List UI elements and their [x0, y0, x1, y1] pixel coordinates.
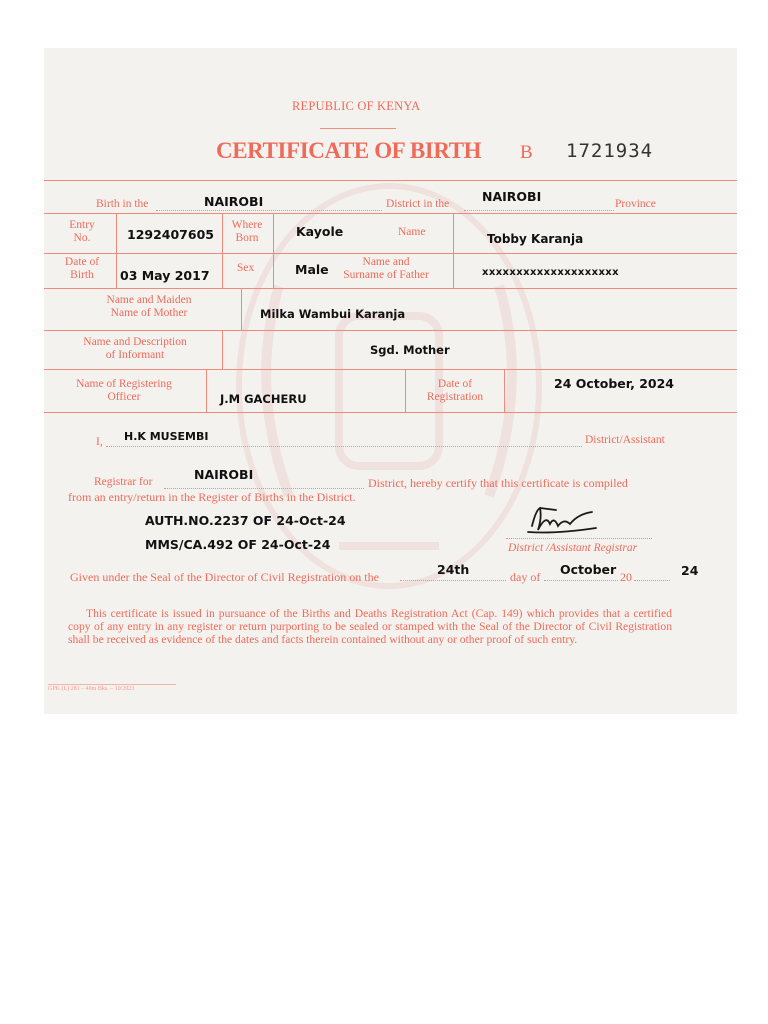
officer-label-line2: Officer — [107, 391, 141, 403]
i-label: I, — [96, 436, 103, 448]
birth-in-label: Birth in the — [96, 198, 149, 210]
sex-label: Sex — [237, 262, 255, 274]
entry-number-value: 1292407605 — [127, 227, 214, 242]
rule-row1 — [44, 213, 737, 214]
mother-label — [64, 294, 234, 320]
r2-v1 — [116, 214, 117, 288]
serial-letter: B — [520, 142, 533, 163]
r6-v3 — [504, 370, 505, 412]
table-top-rule — [44, 180, 737, 181]
given-month-value: October — [560, 562, 617, 577]
given-year-value: 24 — [681, 563, 699, 578]
reg-date-line1: Date of — [437, 378, 473, 390]
birth-in-value: NAIROBI — [204, 194, 264, 209]
sex-value: Male — [295, 262, 329, 277]
registrar-name-value: H.K MUSEMBI — [124, 430, 209, 443]
father-label-line2: Surname of Father — [343, 269, 429, 281]
r2-v2 — [222, 214, 223, 288]
signature-dots — [506, 538, 652, 539]
where-born-value: Kayole — [296, 224, 344, 239]
where-born-line2: Born — [235, 232, 259, 244]
legal-notice: This certificate is issued in pursuance of the Births and Deaths Registration Act (Cap. 149) which provides that a certified copy of any entry in any register or return purporting to be sealed or stamped with the Seal of the Director of Civil Registration shall be received as evidence of the dates and facts therein contained without any or other proof of such entry. — [68, 607, 672, 647]
mother-label-line1: Name and Maiden — [106, 294, 192, 306]
rule-row2 — [44, 253, 737, 254]
informant-label-line1: Name and Description — [83, 336, 187, 348]
entry-label-line2: No. — [73, 232, 91, 244]
dob-label — [54, 256, 110, 282]
child-name-label: Name — [398, 226, 426, 238]
district-assistant-label: District/Assistant — [585, 434, 665, 446]
serial-number: 1721934 — [566, 140, 654, 162]
given-day-value: 24th — [437, 562, 470, 577]
day-of-label: day of — [510, 570, 541, 584]
entry-label — [54, 219, 110, 245]
registrar-signature-icon — [526, 504, 598, 538]
child-name-value: Tobby Karanja — [487, 232, 584, 246]
r5-v1 — [222, 331, 223, 369]
from-entry-text: from an entry/return in the Register of Births in the District. — [68, 490, 356, 504]
father-label-line1: Name and — [362, 256, 410, 268]
reg-date-line2: Registration — [426, 391, 484, 403]
birth-in-dots — [156, 210, 382, 211]
informant-value: Sgd. Mother — [370, 343, 450, 357]
dob-label-line2: Birth — [70, 269, 94, 281]
informant-label-line2: of Informant — [105, 349, 165, 361]
registrar-for-value: NAIROBI — [194, 467, 254, 482]
r2-v3 — [273, 214, 274, 288]
birth-certificate — [44, 48, 737, 714]
mother-label-line2: Name of Mother — [110, 307, 188, 319]
registrar-for-dots — [164, 488, 364, 489]
signature-caption: District /Assistant Registrar — [508, 542, 638, 554]
province-label: Province — [615, 198, 656, 210]
rule-row3 — [44, 288, 737, 289]
certificate-title: CERTIFICATE OF BIRTH — [216, 138, 482, 163]
registrar-name-dots — [106, 446, 582, 447]
entry-label-line1: Entry — [69, 219, 95, 231]
district-value: NAIROBI — [482, 189, 542, 204]
rule-row4 — [44, 330, 737, 331]
year-prefix: 20 — [620, 570, 632, 584]
reg-date-value: 24 October, 2024 — [554, 376, 674, 391]
officer-label-line1: Name of Registering — [76, 378, 172, 390]
given-year-dots — [634, 580, 670, 581]
mother-name-value: Milka Wambui Karanja — [260, 307, 406, 321]
r6-v1 — [206, 370, 207, 412]
dob-value: 03 May 2017 — [120, 268, 210, 283]
given-text: Given under the Seal of the Director of Civil Registration on the — [70, 570, 379, 584]
r6-v2 — [405, 370, 406, 412]
given-month-dots — [544, 580, 618, 581]
rule-row6 — [44, 412, 737, 413]
registrar-for-label: Registrar for — [94, 476, 153, 488]
where-born-label — [224, 219, 270, 245]
district-dots — [464, 210, 614, 211]
father-label — [329, 256, 443, 282]
where-born-line1: Where — [231, 219, 263, 231]
reg-date-label — [408, 378, 502, 404]
rule-row5 — [44, 369, 737, 370]
given-day-dots — [400, 580, 506, 581]
header-underline — [320, 128, 396, 129]
r2-v4 — [453, 214, 454, 288]
officer-value: J.M GACHERU — [220, 392, 307, 406]
printer-code-rule — [48, 684, 176, 685]
r4-v1 — [241, 289, 242, 330]
dob-label-line1: Date of — [64, 256, 100, 268]
informant-label — [54, 336, 216, 362]
printer-code: GPK (L) 281 – 40m Bks. – 10/2023 — [48, 686, 135, 692]
republic-heading: REPUBLIC OF KENYA — [292, 99, 421, 113]
mms-number: MMS/CA.492 OF 24-Oct-24 — [145, 537, 331, 552]
officer-label — [48, 378, 200, 404]
auth-number: AUTH.NO.2237 OF 24-Oct-24 — [145, 513, 346, 528]
certify-text: District, hereby certify that this certificate is compiled — [368, 476, 628, 490]
district-label: District in the — [386, 198, 450, 210]
father-name-value: xxxxxxxxxxxxxxxxxxxx — [482, 267, 620, 278]
